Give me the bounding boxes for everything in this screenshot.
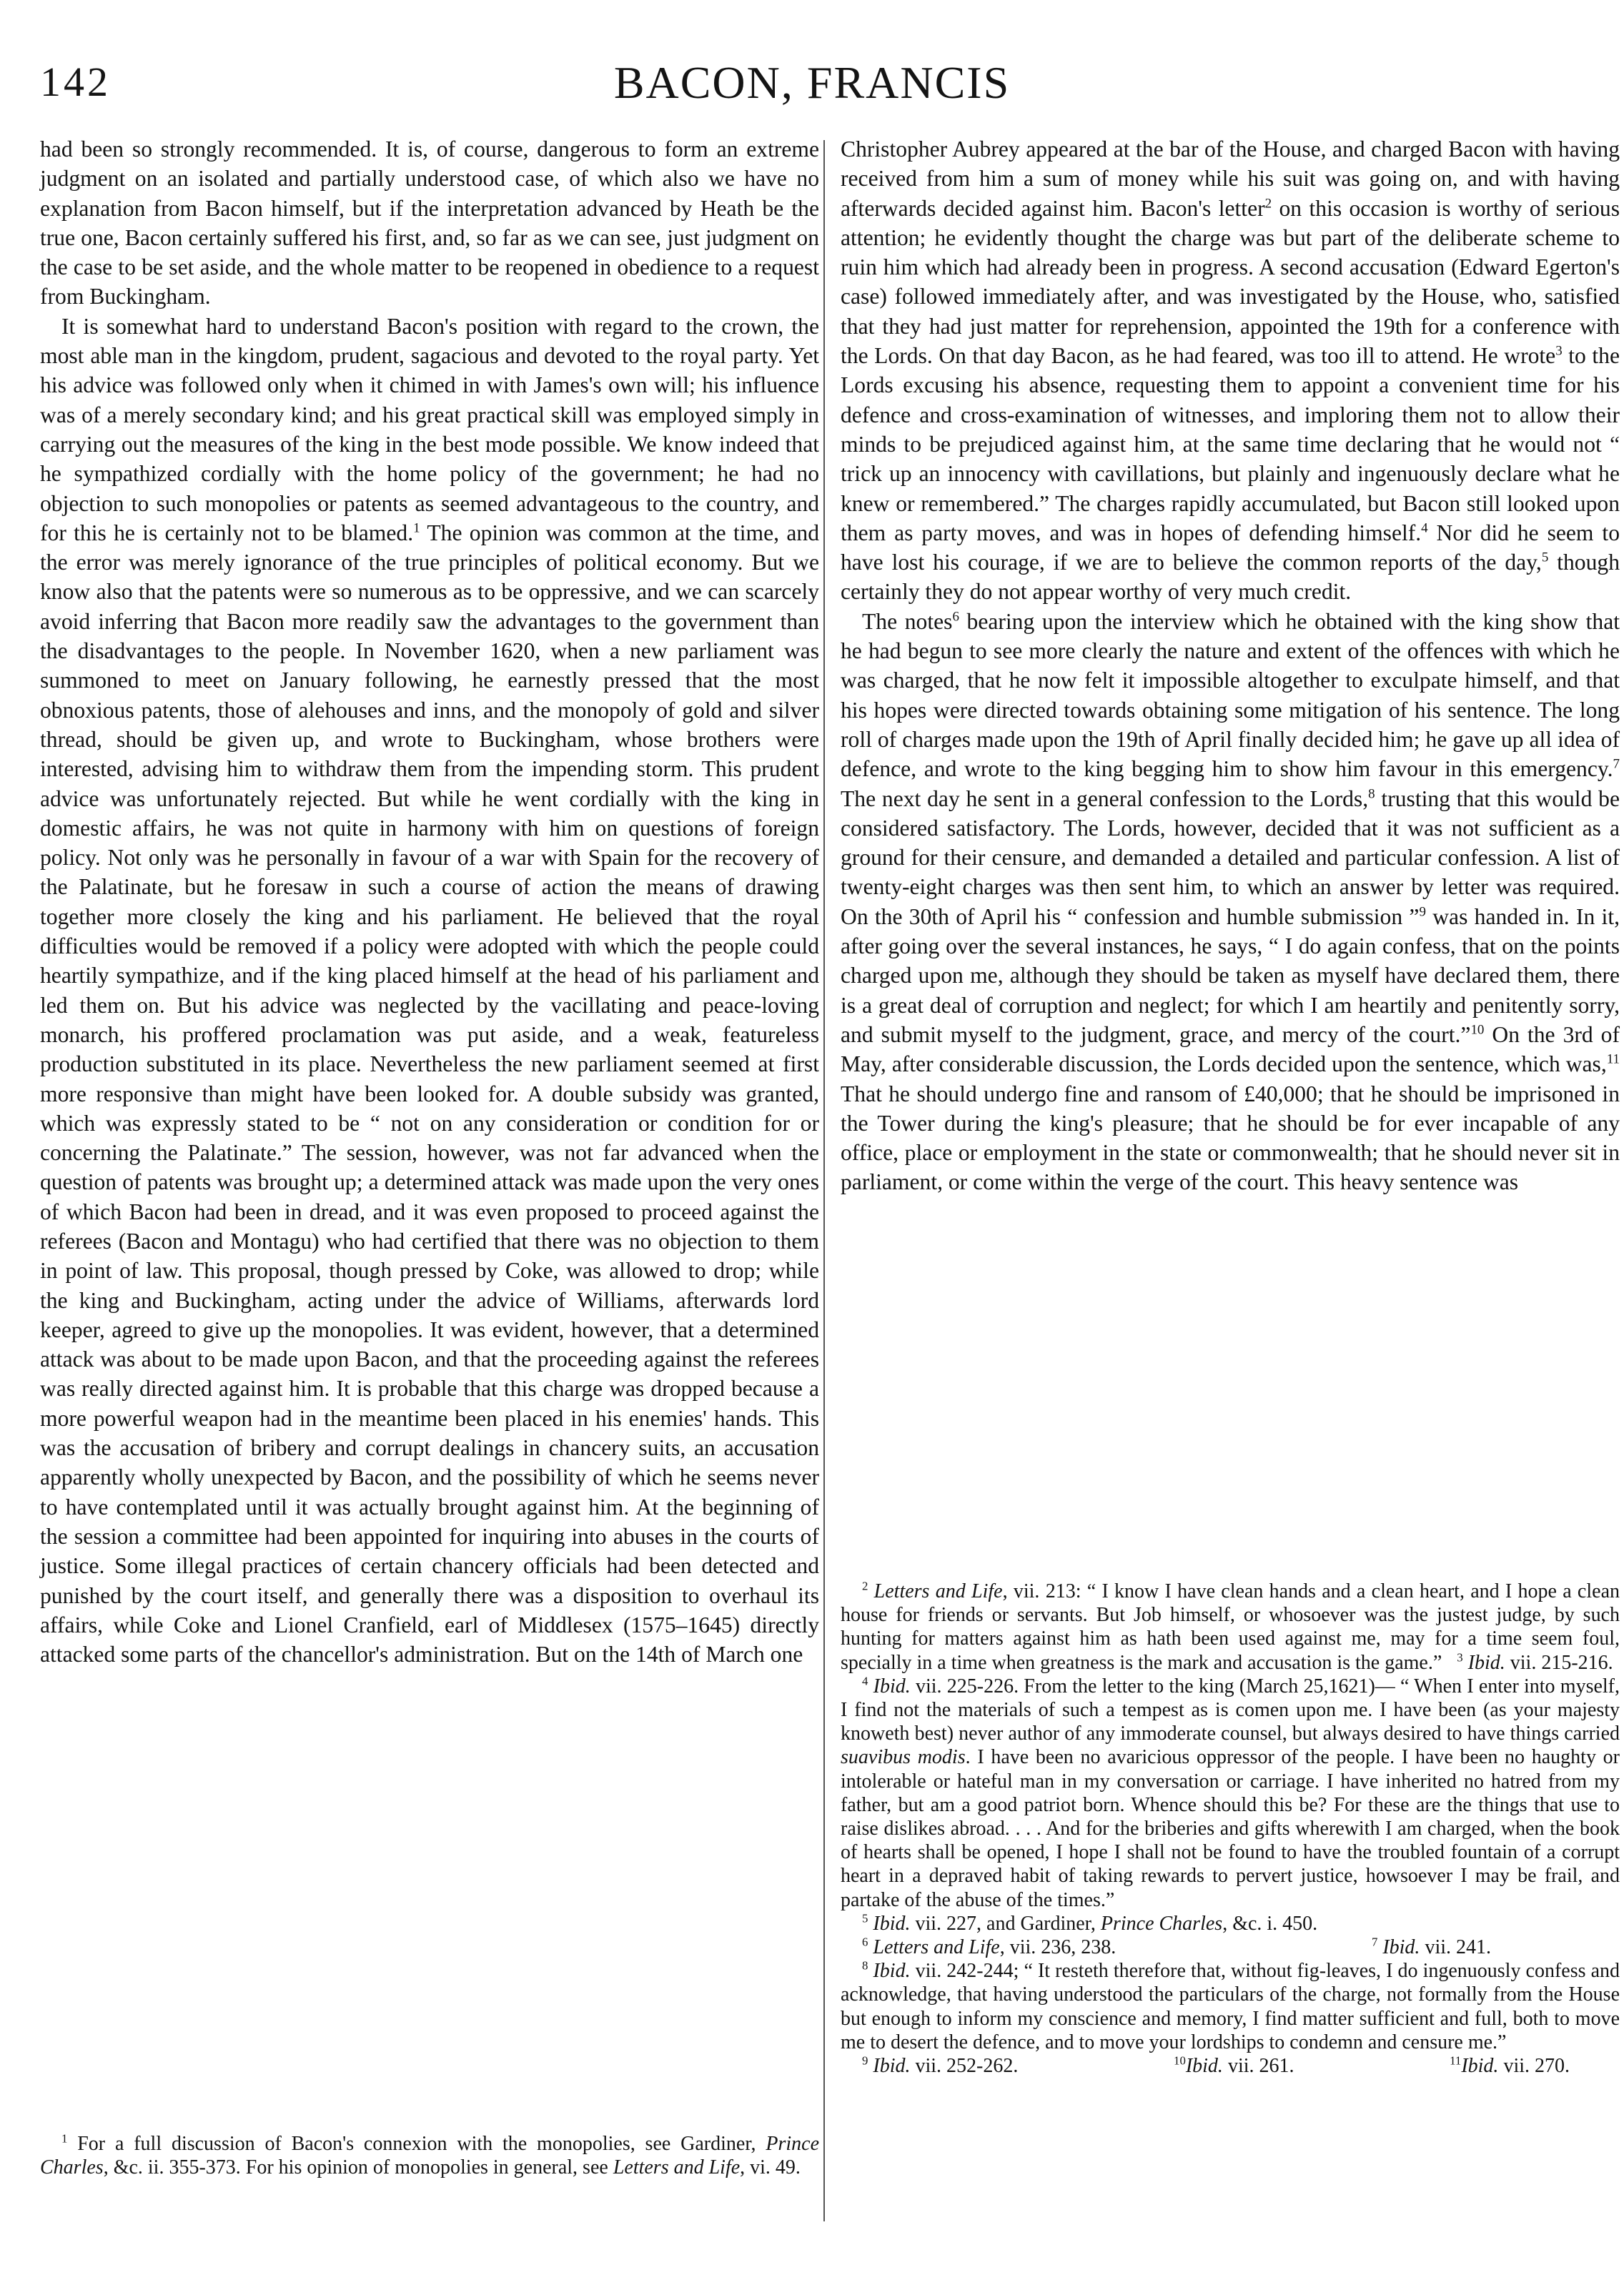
page-number: 142 [40, 59, 111, 105]
column-divider [823, 140, 825, 2221]
footnote-4: $^4$ Ibid. vii. 225-226. From the letter to the king (March 25,1621)— “ When I enter into myself, I find not the materials of such a tempest as is comen upon me. I have been (as your majesty knoweth best) never author of any immoderate counsel, but always desired to have things carried suavibus modis. I have been no avaricious oppressor of the people. I have been no haughty or intolerable or hateful man in my conversation or carriage. I have inherited no hatred from my father, but am a good patriot born. Whence should this be? For these are the things that use to raise dislikes abroad. . . . And for the briberies and gifts wherewith I am charged, when the book of hearts shall be opened, I hope I shall not be found to have the troubled fountain of a corrupt heart in a depraved habit of taking rewards to pervert justice, howsoever I may be frail, and partake of the abuse of the times.” [841, 1674, 1620, 1911]
right-paragraph-2: The notes$^6$ bearing upon the interview which he obtained with the king show that he had begun to see more clearly the nature and extent of the offences with which he was charged, that he now felt it impossible altogether to exculpate himself, and that his hopes were directed towards obtaining some mitigation of his sentence. The long roll of charges made upon the 19th of April finally decided him; he gave up all idea of defence, and wrote to the king begging him to show him favour in this emergency.$^7$ The next day he sent in a general confession to the Lords,$^8$ trusting that this would be considered satisfactory. The Lords, however, decided that it was not sufficient as a ground for their censure, and demanded a detailed and particular confession. A list of twenty-eight charges was then sent him, to which an answer by letter was required. On the 30th of April his “ confession and humble submission ”$^9$ was handed in. In it, after going over the several instances, he says, “ I do again confess, that on the points charged upon me, although they should be taken as myself have declared them, there is a great deal of corruption and neglect; for which I am heartily and penitently sorry, and submit myself to the judgment, grace, and mercy of the court.”$^{10}$ On the 3rd of May, after considerable discussion, the Lords decided upon the sentence, which was,$^{11}$ That he should undergo fine and ransom of £40,000; that he should be imprisoned in the Tower during the king's pleasure; that he should be for ever incapable of any office, place or employment in the state or commonwealth; that he should never sit in parliament, or come within the verge of the court. This heavy sentence was [841, 608, 1620, 1195]
right-column [841, 134, 1620, 1197]
left-paragraph-2: It is somewhat hard to understand Bacon's position with regard to the crown, the most able man in the kingdom, prudent, sagacious and devoted to the royal party. Yet his advice was followed only when it chimed in with James's own will; his influence was of a merely secondary kind; and his great practical skill was employed simply in carrying out the measures of the king in the best mode possible. We know indeed that he sympathized cordially with the home policy of the government; he had no objection to such monopolies or patents as seemed advantageous to the country, and for this he is certainly not to be blamed.$^1$ The opinion was common at the time, and the error was merely ignorance of the true principles of political economy. But we know also that the patents were so numerous as to be oppressive, and we can scarcely avoid inferring that Bacon more readily saw the advantages to the government than the disadvantages to the people. In November 1620, when a new parliament was summoned to meet on January following, he earnestly pressed that the most obnoxious patents, those of alehouses and inns, and the monopoly of gold and silver thread, should be given up, and wrote to Buckingham, whose brothers were interested, advising him to withdraw them from the impending storm. This prudent advice was unfortunately rejected. But while he went cordially with the king in domestic affairs, he was not quite in harmony with him on questions of foreign policy. Not only was he personally in favour of a war with Spain for the recovery of the Palatinate, but he foresaw in such a course of action the means of drawing together more closely the king and his parliament. He believed that the royal difficulties would be removed if a policy were adopted with which the people could heartily sympathize, and if the king placed himself at the head of his parliament and led them on. But his advice was neglected by the vacillating and peace-loving monarch, his proffered proclamation was put aside, and a weak, featureless production substituted in its place. Nevertheless the new parliament seemed at first more responsive than might have been looked for. A double subsidy was granted, which was expressly stated to be “ not on any consideration or condition for or concerning the Palatinate.” The session, however, was not far advanced when the question of patents was brought up; a determined attack was made upon the very ones of which Bacon had been in dread, and it was even proposed to proceed against the referees (Bacon and Montagu) who had certified that there was no objection to them in point of law. This proposal, though pressed by Coke, was allowed to drop; while the king and Buckingham, acting under the advice of Williams, afterwards lord keeper, agreed to give up the monopolies. It was evident, however, that a determined attack was about to be made upon Bacon, and that the proceeding against the referees was really directed against him. It is probable that this charge was dropped because a more powerful weapon had in the meantime been placed in his enemies' hands. This was the accusation of bribery and corrupt dealings in chancery suits, an accusation apparently wholly unexpected by Bacon, and the possibility of which he seems never to have contemplated until it was actually brought against him. At the beginning of the session a committee had been appointed for inquiring into abuses in the courts of justice. Some illegal practices of certain chancery officials had been detected and punished by the court itself, and generally there was a disposition to overhaul its affairs, while Coke and Lionel Cranfield, earl of Middlesex (1575–1645) directly attacked some parts of the chancellor's administration. But on the 14th of March one [40, 313, 819, 1667]
footnote-ref-1: 1 [413, 520, 420, 536]
footnote-6: $^6$ Letters and Life, vii. 236, 238. [862, 1935, 1116, 1959]
footnote-9: $^9$ Ibid. vii. 252-262. [862, 2053, 1019, 2078]
right-paragraph-1: Christopher Aubrey appeared at the bar of the House, and charged Bacon with having received from him a sum of money while his suit was going on, and with having afterwards decided against him. Bacon's letter$^2$ on this occasion is worthy of serious attention; he evidently thought the charge was but part of the deliberate scheme to ruin him which had already been in progress. A second accusation (Edward Egerton's case) followed immediately after, and was investigated by the House, who, satisfied that they had just matter for reprehension, appointed the 19th for a conference with the Lords. On that day Bacon, as he had feared, was too ill to attend. He wrote$^3$ to the Lords excusing his absence, requesting them to appoint a convenient time for his defence and cross-examination of witnesses, and imploring them not to allow their minds to be prejudiced against him, at the same time declaring that he would not “ trick up an innocency with cavillations, but plainly and ingenuously declare what he knew or remembered.” The charges rapidly accumulated, but Bacon still looked upon them as party moves, and was in hopes of defending himself.$^4$ Nor did he seem to have lost his courage, if we are to believe the common reports of the day,$^5$ though certainly they do not appear worthy of very much credit. [841, 137, 1620, 605]
footnote-11: $^{11}$Ibid. vii. 270. [1450, 2053, 1570, 2078]
left-footnotes [40, 2132, 819, 2179]
footnote-6-7 [841, 1935, 1620, 1959]
footnote-1: $^1$ For a full discussion of Bacon's connexion with the monopolies, see Gardiner, Prince Charles, &c. ii. 355-373. For his opinion of monopolies in general, see Letters and Life, vi. 49. [40, 2131, 819, 2179]
footnote-10: $^{10}$Ibid. vii. 261. [1174, 2053, 1294, 2078]
footnote-8: $^8$ Ibid. vii. 242-244; “ It resteth therefore that, without fig-leaves, I do ingenuously confess and acknowledge, that having understood the particulars of the charge, not formally from the House but enough to inform my conscience and memory, I find matter sufficient and full, both to move me to desert the defence, and to move your lordships to condemn and censure me.” [841, 1958, 1620, 2053]
running-title: BACON, FRANCIS [613, 57, 1011, 108]
footnote-2: $^2$ Letters and Life, vii. 213: “ I know I have clean hands and a clean heart, and I hope a clean house for friends or servants. But Job himself, or whosoever was the justest judge, by such hunting for matters against him as hath been used against me, may for a time seem foul, specially in a time when greatness is the mark and accusation is the game.” $^3$ Ibid. vii. 215-216. [841, 1579, 1620, 1674]
left-column [40, 134, 819, 1669]
page-header [0, 0, 1624, 125]
footnote-5: $^5$ Ibid. vii. 227, and Gardiner, Prince Charles, &c. i. 450. [862, 1911, 1318, 1935]
right-footnotes [841, 1580, 1620, 2078]
footnote-3: $^3$ Ibid. vii. 215-216. [1457, 1650, 1613, 1674]
footnote-7: $^7$ Ibid. vii. 241. [1371, 1935, 1491, 1959]
left-paragraph-1: had been so strongly recommended. It is, of course, dangerous to form an extreme judgment on an isolated and partially understood case, of which also we have no explanation from Bacon himself, but if the interpretation advanced by Heath be the true one, Bacon certainly suffered his first, and, so far as we can see, just judgment on the case to be set aside, and the whole matter to be reopened in obedience to a request from Buckingham. [40, 137, 819, 309]
footnote-9-10-11 [841, 2054, 1620, 2078]
